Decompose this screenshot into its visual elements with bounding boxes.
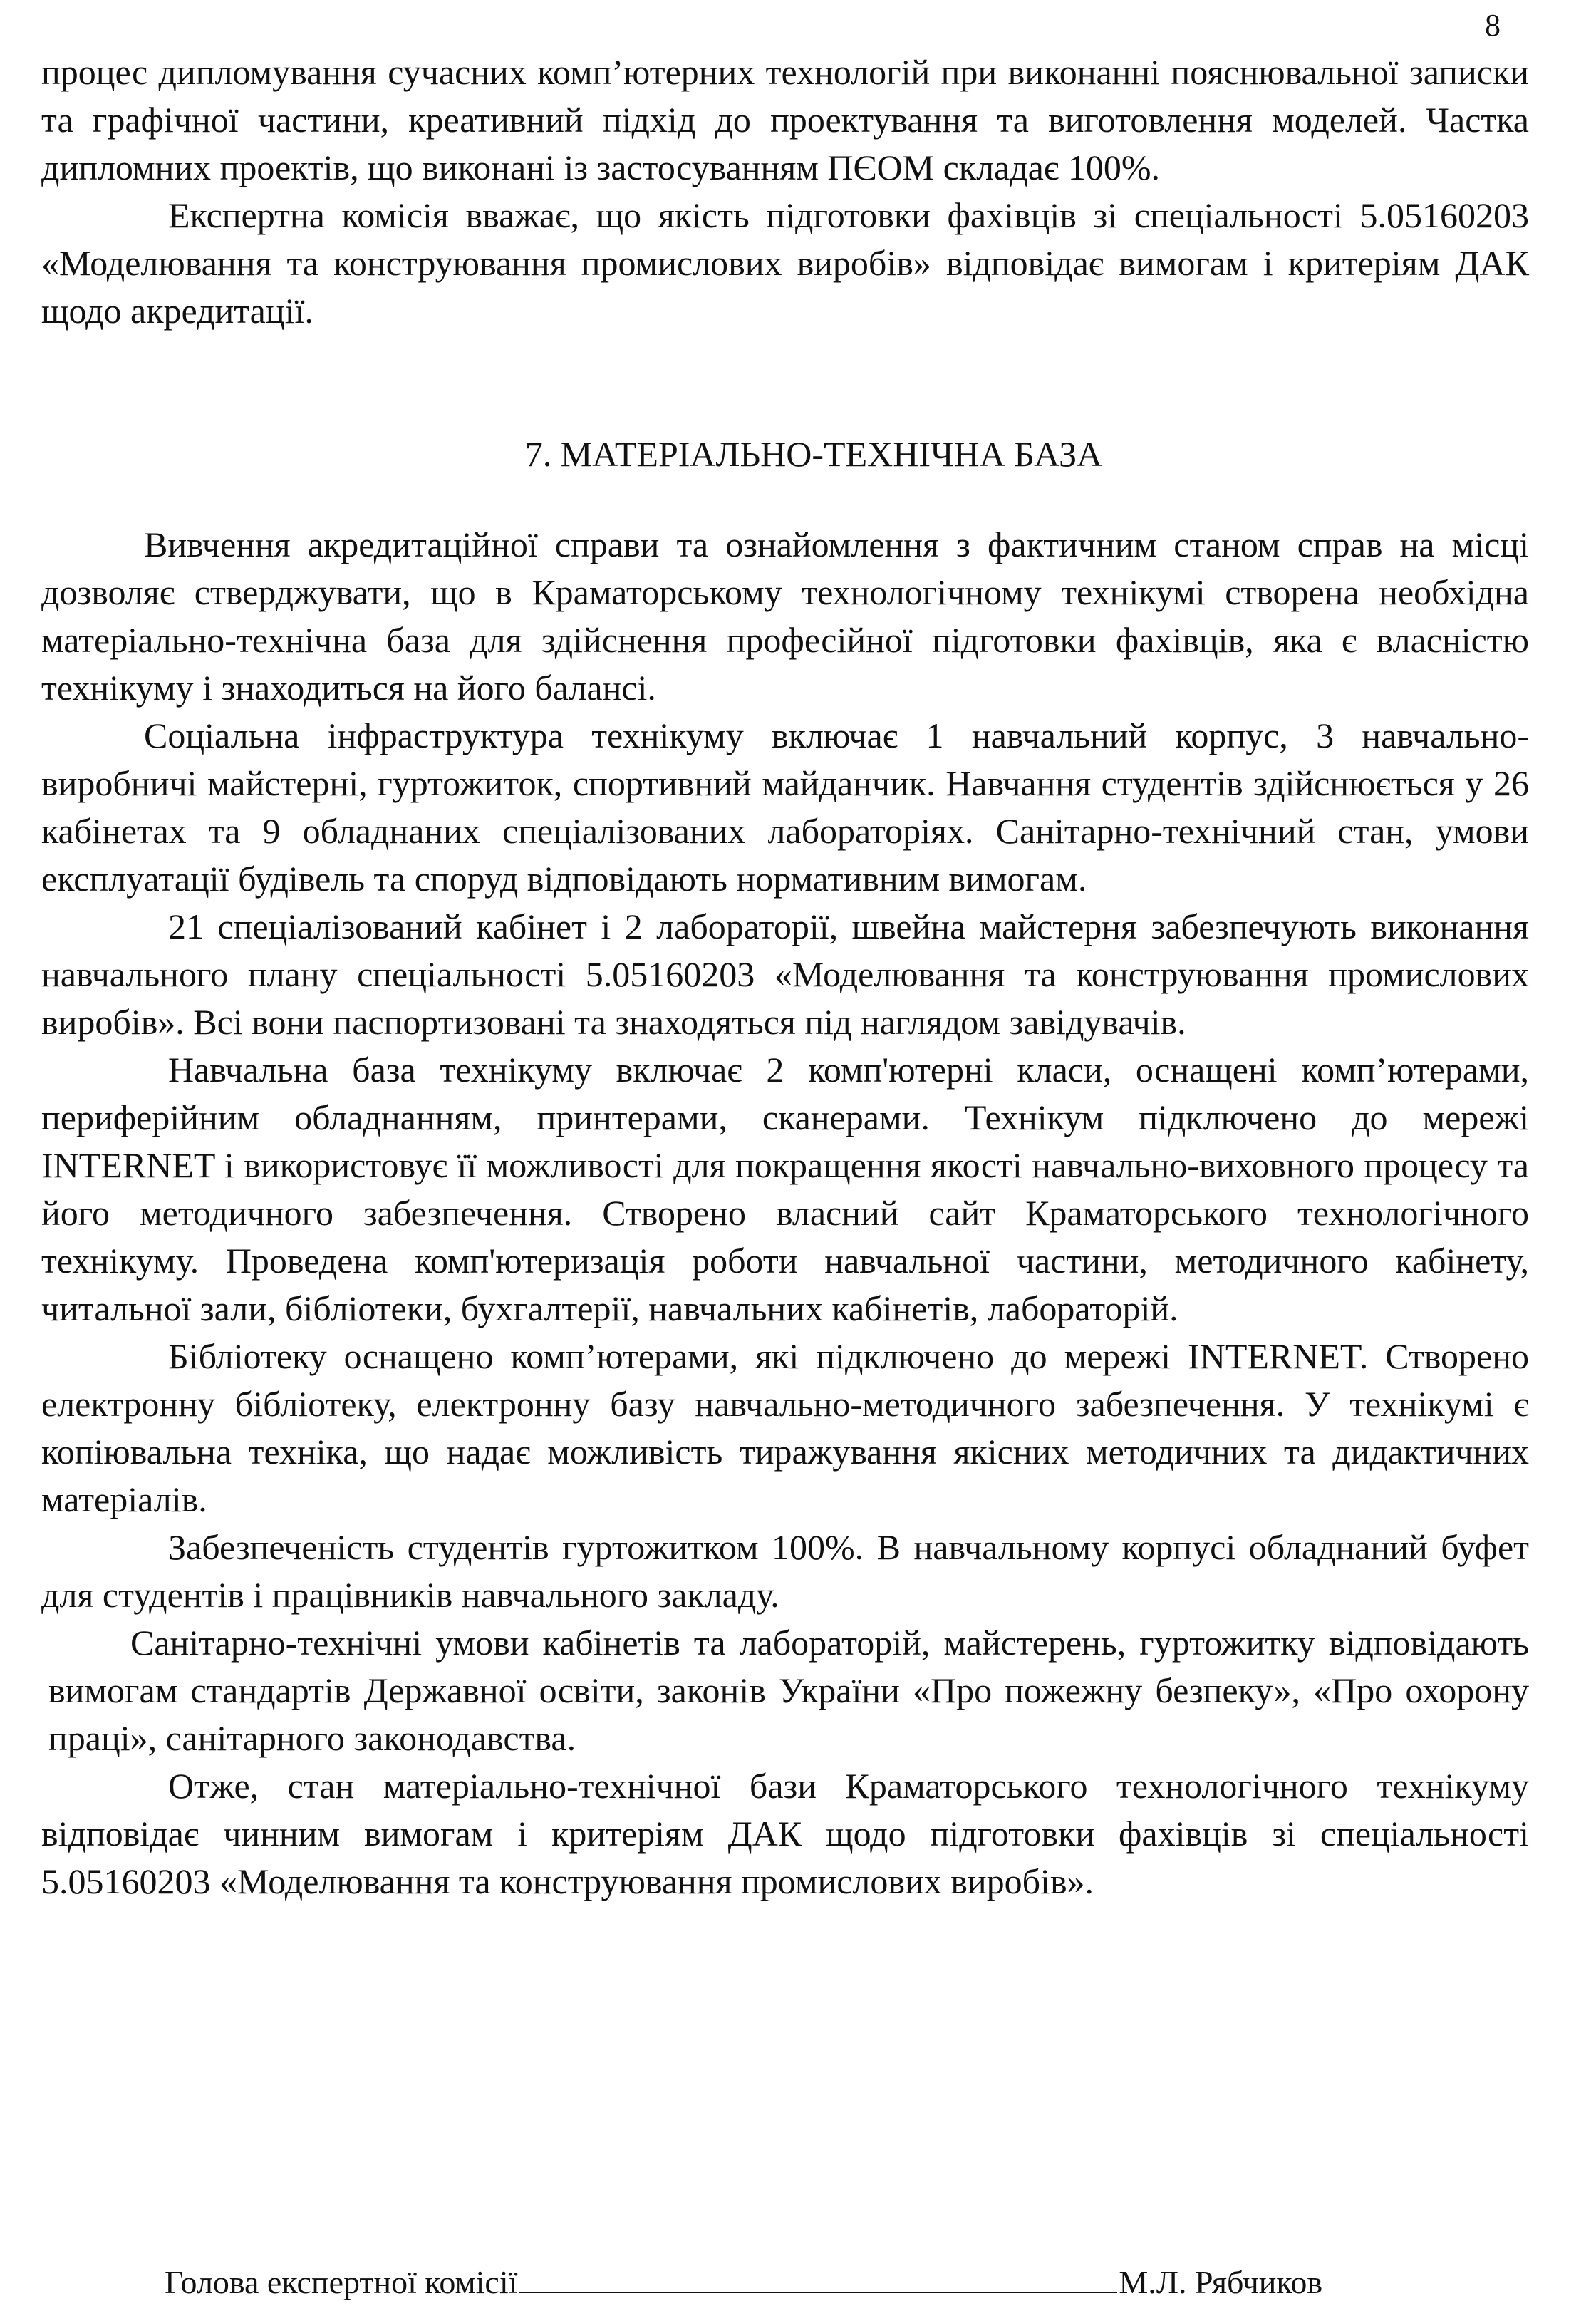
section-paragraph: 21 спеціалізований кабінет і 2 лабораторії, швейна майстерня забезпечують виконання навчального плану спеціальності 5.05160203 «Моделювання та конструювання промислових виробів». Всі вони паспортизовані та знаходяться під наглядом завідувачів. [41, 906, 1529, 1042]
signature-name: М.Л. Рябчиков [1119, 2264, 1323, 2300]
signature-block [165, 2263, 1518, 2302]
document-body [41, 48, 1529, 1906]
section-paragraph: Вивчення акредитаційної справи та ознайомлення з фактичним станом справ на місці дозволяє стверджувати, що в Краматорському технологічному технікумі створена необхідна матеріально-технічна база для здійснення професійної підготовки фахівців, яка є власністю технікуму і знаходиться на його балансі. [41, 524, 1529, 708]
intro-paragraph-conclusion: Експертна комісія вважає, що якість підготовки фахівців зі спеціальності 5.05160203 «Моделювання та конструювання промислових виробів» відповідає вимогам і критеріям ДАК щодо акредитації. [41, 195, 1529, 331]
page-number: 8 [1485, 8, 1501, 43]
signature-role: Голова експертної комісії [165, 2264, 518, 2300]
signature-line [519, 2263, 1117, 2293]
intro-paragraph-continued: процес дипломування сучасних комп’ютерних технологій при виконанні пояснювальної записки та графічної частини, креативний підхід до проектування та виготовлення моделей. Частка дипломних проектів, що виконані із застосуванням ПЄОМ складає 100%. [41, 52, 1529, 187]
section-paragraph: Бібліотеку оснащено комп’ютерами, які підключено до мережі INTERNET. Створено електронну бібліотеку, електронну базу навчально-методичного забезпечення. У технікумі є копіювальна техніка, що надає можливість тиражування якісних методичних та дидактичних матеріалів. [41, 1336, 1529, 1519]
section-paragraph: Отже, стан матеріально-технічної бази Краматорського технологічного технікуму відповідає чинним вимогам і критеріям ДАК щодо підготовки фахівців зі спеціальності 5.05160203 «Моделювання та конструювання промислових виробів». [41, 1766, 1529, 1901]
document-page [41, 0, 1529, 2311]
section-heading: 7. МАТЕРІАЛЬНО-ТЕХНІЧНА БАЗА [524, 434, 1103, 474]
section-paragraph: Забезпеченість студентів гуртожитком 100%. В навчальному корпусі обладнаний буфет для студентів і працівників навчального закладу. [41, 1527, 1529, 1615]
section-paragraph: Соціальна інфраструктура технікуму включає 1 навчальний корпус, 3 навчально-виробничі майстерні, гуртожиток, спортивний майданчик. Навчання студентів здійснюється у 26 кабінетах та 9 обладнаних спеціалізованих лабораторіях. Санітарно-технічний стан, умови експлуатації будівель та споруд відповідають нормативним вимогам. [41, 715, 1529, 899]
section-paragraph: Санітарно-технічні умови кабінетів та лабораторій, майстерень, гуртожитку відповідають вимогам стандартів Державної освіти, законів України «Про пожежну безпеку», «Про охорону праці», санітарного законодавства. [48, 1623, 1529, 1758]
spacer [41, 335, 1529, 430]
spacer [41, 478, 1529, 521]
section-paragraph: Навчальна база технікуму включає 2 комп'ютерні класи, оснащені комп’ютерами, периферійним обладнанням, принтерами, сканерами. Технікум підключено до мережі INTERNET і використовує її можливості для покращення якості навчально-виховного процесу та його методичного забезпечення. Створено власний сайт Краматорського технологічного технікуму. Проведена комп'ютеризація роботи навчальної частини, методичного кабінету, читальної зали, бібліотеки, бухгалтерії, навчальних кабінетів, лабораторій. [41, 1050, 1529, 1328]
